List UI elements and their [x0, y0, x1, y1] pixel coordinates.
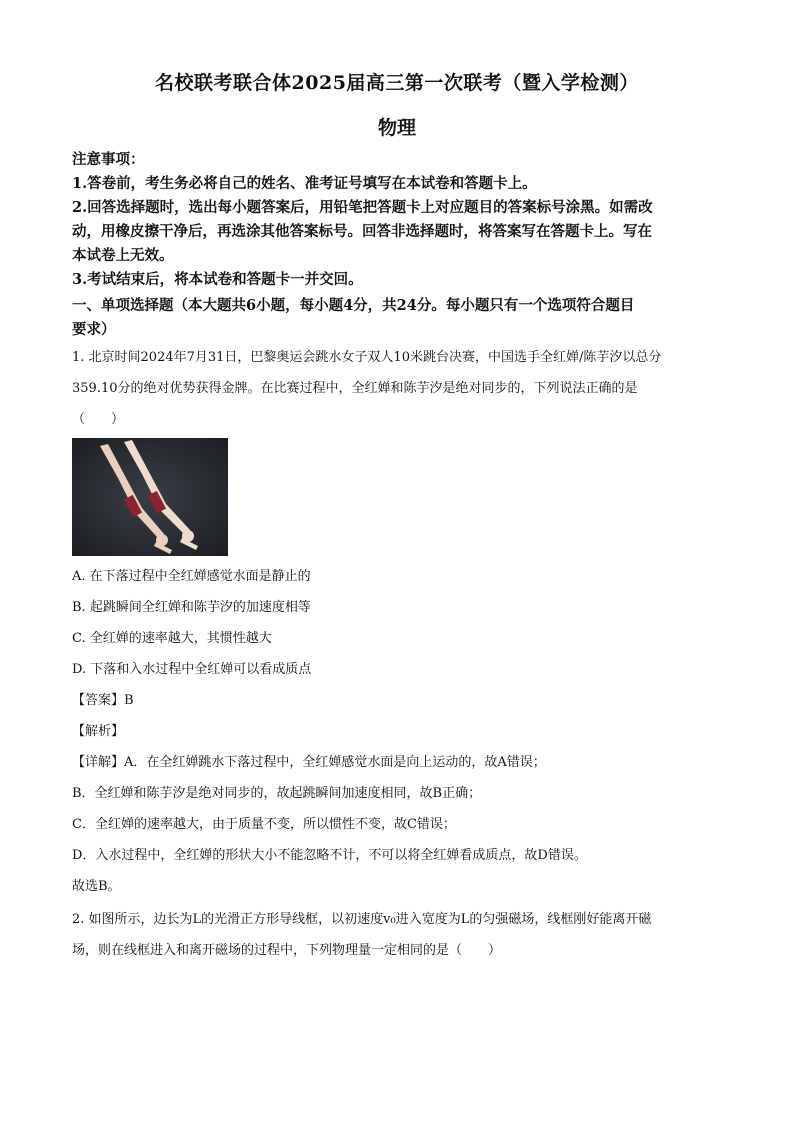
- option-c: C. 全红婵的速率越大，其惯性越大: [72, 631, 272, 646]
- divers-photo: [72, 438, 228, 556]
- section-line: 一、单项选择题（本大题共6小题，每小题4分，共24分。每小题只有一个选项符合题目: [72, 297, 635, 314]
- question-2-line: 场，则在线框进入和离开磁场的过程中，下列物理量一定相同的是（ ）: [72, 943, 502, 958]
- detail-line: 故选B。: [72, 879, 121, 894]
- question-1-options: [72, 561, 722, 685]
- detail-line: B．全红婵和陈芋汐是绝对同步的，故起跳瞬间加速度相同，故B正确；: [72, 786, 482, 801]
- notes-block: [72, 148, 722, 292]
- detail-line: D．入水过程中，全红婵的形状大小不能忽略不计，不可以将全红婵看成质点，故D错误。: [72, 848, 587, 863]
- notes-line: 2.回答选择题时，选出每小题答案后，用铅笔把答题卡上对应题目的答案标号涂黑。如需改: [72, 199, 653, 216]
- option-a: A. 在下落过程中全红婵感觉水面是静止的: [72, 569, 311, 584]
- answer-label: 【答案】B: [72, 693, 134, 708]
- analysis-label: 【解析】: [72, 724, 125, 739]
- notes-line: 本试卷上无效。: [72, 247, 174, 264]
- option-d: D. 下落和入水过程中全红婵可以看成质点: [72, 662, 312, 677]
- notes-heading: 注意事项：: [72, 151, 145, 168]
- question-1-stem: [72, 342, 722, 435]
- divers-illustration: [72, 438, 228, 556]
- question-2-line: 2. 如图所示，边长为L的光滑正方形导线框，以初速度v₀进入宽度为L的匀强磁场，线框刚好能离开磁: [72, 912, 652, 927]
- exam-title: 名校联考联合体2025届高三第一次联考（暨入学检测）: [155, 72, 639, 94]
- notes-line: 3.考试结束后，将本试卷和答题卡一并交回。: [72, 271, 363, 288]
- question-1-answer-block: [72, 685, 722, 902]
- question-2-stem: [72, 904, 722, 966]
- detail-line: 【详解】A．在全红婵跳水下落过程中，全红婵感觉水面是向上运动的，故A错误；: [72, 755, 546, 770]
- option-b: B. 起跳瞬间全红婵和陈芋汐的加速度相等: [72, 600, 311, 615]
- section-heading: [72, 294, 722, 342]
- notes-line: 动，用橡皮擦干净后，再选涂其他答案标号。回答非选择题时，将答案写在答题卡上。写在: [72, 223, 652, 240]
- question-1-line: 1. 北京时间2024年7月31日，巴黎奥运会跳水女子双人10米跳台决赛，中国选手全红婵/陈芋汐以总分: [72, 350, 662, 365]
- question-1-line: 359.10分的绝对优势获得金牌。在比赛过程中，全红婵和陈芋汐是绝对同步的，下列说法正确的是: [72, 381, 638, 396]
- exam-subject: 物理: [377, 117, 416, 139]
- detail-line: C．全红婵的速率越大，由于质量不变，所以惯性不变，故C错误；: [72, 817, 456, 832]
- section-line: 要求）: [72, 321, 116, 338]
- question-1-line: （ ）: [72, 412, 125, 427]
- notes-line: 1.答卷前，考生务必将自己的姓名、准考证号填写在本试卷和答题卡上。: [72, 175, 537, 192]
